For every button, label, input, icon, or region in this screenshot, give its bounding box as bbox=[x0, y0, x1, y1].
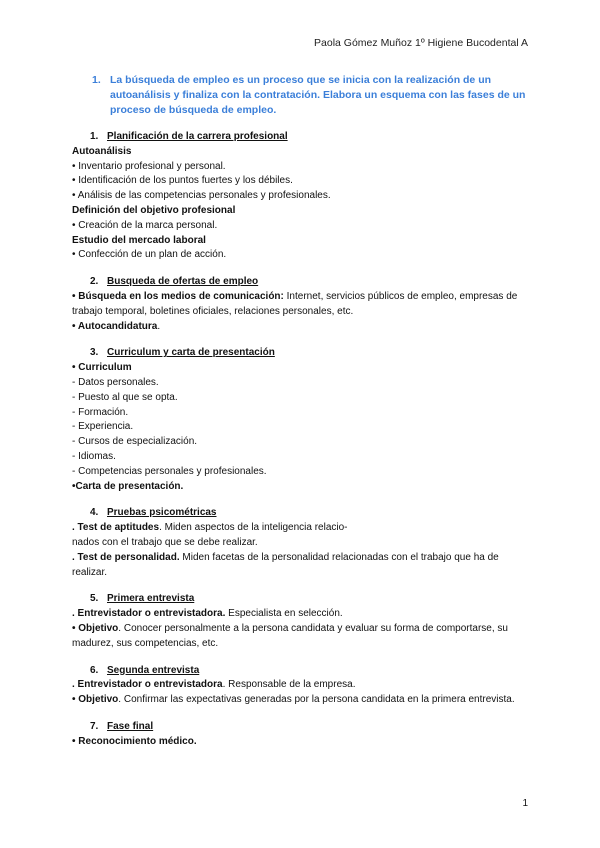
section-title-text: Primera entrevista bbox=[107, 593, 195, 605]
section-number: 3. bbox=[90, 347, 99, 359]
list-item-text: Internet, servicios públicos de empleo, empresas de trabajo temporal, boletines oficiales, relaciones personales, etc. bbox=[72, 290, 518, 317]
list-item: - Cursos de especialización. bbox=[72, 436, 198, 448]
section-title bbox=[90, 130, 532, 145]
section-title-text: Segunda entrevista bbox=[107, 664, 200, 676]
list-item: - Puesto al que se opta. bbox=[72, 391, 178, 403]
document-header: Paola Gómez Muñoz 1º Higiene Bucodental A bbox=[314, 37, 528, 49]
section-4 bbox=[72, 506, 532, 580]
section-number: 2. bbox=[90, 276, 99, 288]
section-number: 5. bbox=[90, 593, 99, 605]
list-item-text: Especialista en selección. bbox=[225, 608, 343, 620]
section-number: 4. bbox=[90, 507, 99, 519]
list-item bbox=[72, 551, 532, 581]
question-number: 1. bbox=[92, 74, 101, 86]
page-number: 1 bbox=[522, 798, 528, 809]
document-body bbox=[72, 130, 532, 749]
list-item-text: . bbox=[157, 320, 161, 332]
list-item-label: . Test de aptitudes bbox=[72, 522, 160, 534]
section-6 bbox=[72, 664, 532, 708]
section-title-text: Pruebas psicométricas bbox=[107, 507, 217, 519]
section-5 bbox=[72, 592, 532, 651]
section-title bbox=[90, 664, 532, 679]
question bbox=[92, 73, 532, 118]
list-item: • Reconocimiento médico. bbox=[72, 735, 197, 747]
list-item-label: . Test de personalidad. bbox=[72, 551, 180, 563]
section-title-text: Busqueda de ofertas de empleo bbox=[107, 276, 259, 288]
list-item-text: . Miden aspectos de la inteligencia relacio- bbox=[159, 522, 348, 534]
list-item bbox=[72, 607, 532, 622]
list-item: - Experiencia. bbox=[72, 421, 134, 433]
list-item: - Datos personales. bbox=[72, 376, 159, 388]
list-item bbox=[72, 693, 532, 708]
list-item-label: • Autocandidatura bbox=[72, 320, 158, 332]
section-7 bbox=[72, 720, 532, 750]
list-item bbox=[72, 678, 532, 693]
list-item: - Competencias personales y profesionales. bbox=[72, 465, 267, 477]
question-text: La búsqueda de empleo es un proceso que se inicia con la realización de un autoanálisis y finaliza con la contratación. Elabora un esquema con las fases de un proceso de búsqueda de empleo. bbox=[110, 74, 526, 116]
subheading: Definición del objetivo profesional bbox=[72, 204, 236, 216]
section-1 bbox=[72, 130, 532, 263]
list-item: • Creación de la marca personal. bbox=[72, 219, 218, 231]
list-item-text: Miden facetas de la personalidad relacionadas con el trabajo que ha de realizar. bbox=[72, 551, 499, 578]
list-item: - Formación. bbox=[72, 406, 129, 418]
list-item bbox=[72, 622, 532, 652]
section-3 bbox=[72, 346, 532, 494]
section-title-text: Curriculum y carta de presentación bbox=[107, 347, 275, 359]
list-item: • Curriculum bbox=[72, 362, 132, 374]
section-title bbox=[90, 720, 532, 735]
section-number: 7. bbox=[90, 720, 99, 732]
section-number: 1. bbox=[90, 131, 99, 142]
list-item: nados con el trabajo que se debe realizar. bbox=[72, 536, 258, 548]
list-item: • Identificación de los puntos fuertes y los débiles. bbox=[72, 175, 293, 187]
list-item: - Idiomas. bbox=[72, 450, 116, 462]
section-2 bbox=[72, 275, 532, 334]
section-number: 6. bbox=[90, 664, 99, 676]
section-title-text: Planificación de la carrera profesional bbox=[107, 131, 288, 142]
subheading: Estudio del mercado laboral bbox=[72, 234, 206, 246]
list-item bbox=[72, 320, 532, 335]
section-title-text: Fase final bbox=[107, 720, 154, 732]
list-item: • Inventario profesional y personal. bbox=[72, 160, 226, 172]
list-item: •Carta de presentación. bbox=[72, 480, 184, 492]
list-item: • Confección de un plan de acción. bbox=[72, 249, 227, 261]
section-title bbox=[90, 346, 532, 361]
list-item-label: . Entrevistador o entrevistadora. bbox=[72, 608, 226, 620]
section-title bbox=[90, 592, 532, 607]
list-item-label: • Objetivo bbox=[72, 622, 119, 634]
list-item-text: . Confirmar las expectativas generadas por la persona candidata en la primera entrevista. bbox=[118, 694, 515, 706]
list-item-label: • Búsqueda en los medios de comunicación: bbox=[72, 290, 284, 302]
list-item bbox=[72, 290, 532, 320]
subheading: Autoanálisis bbox=[72, 145, 132, 157]
list-item-label: • Objetivo bbox=[72, 694, 119, 706]
list-item-label: . Entrevistador o entrevistadora bbox=[72, 679, 223, 691]
list-item-text: . Responsable de la empresa. bbox=[222, 679, 356, 691]
section-title bbox=[90, 275, 532, 290]
list-item bbox=[72, 521, 532, 536]
list-item: • Análisis de las competencias personales y profesionales. bbox=[72, 190, 331, 202]
list-item-text: . Conocer personalmente a la persona candidata y evaluar su forma de comportarse, su madurez, sus competencias, etc. bbox=[72, 622, 508, 649]
section-title bbox=[90, 506, 532, 521]
